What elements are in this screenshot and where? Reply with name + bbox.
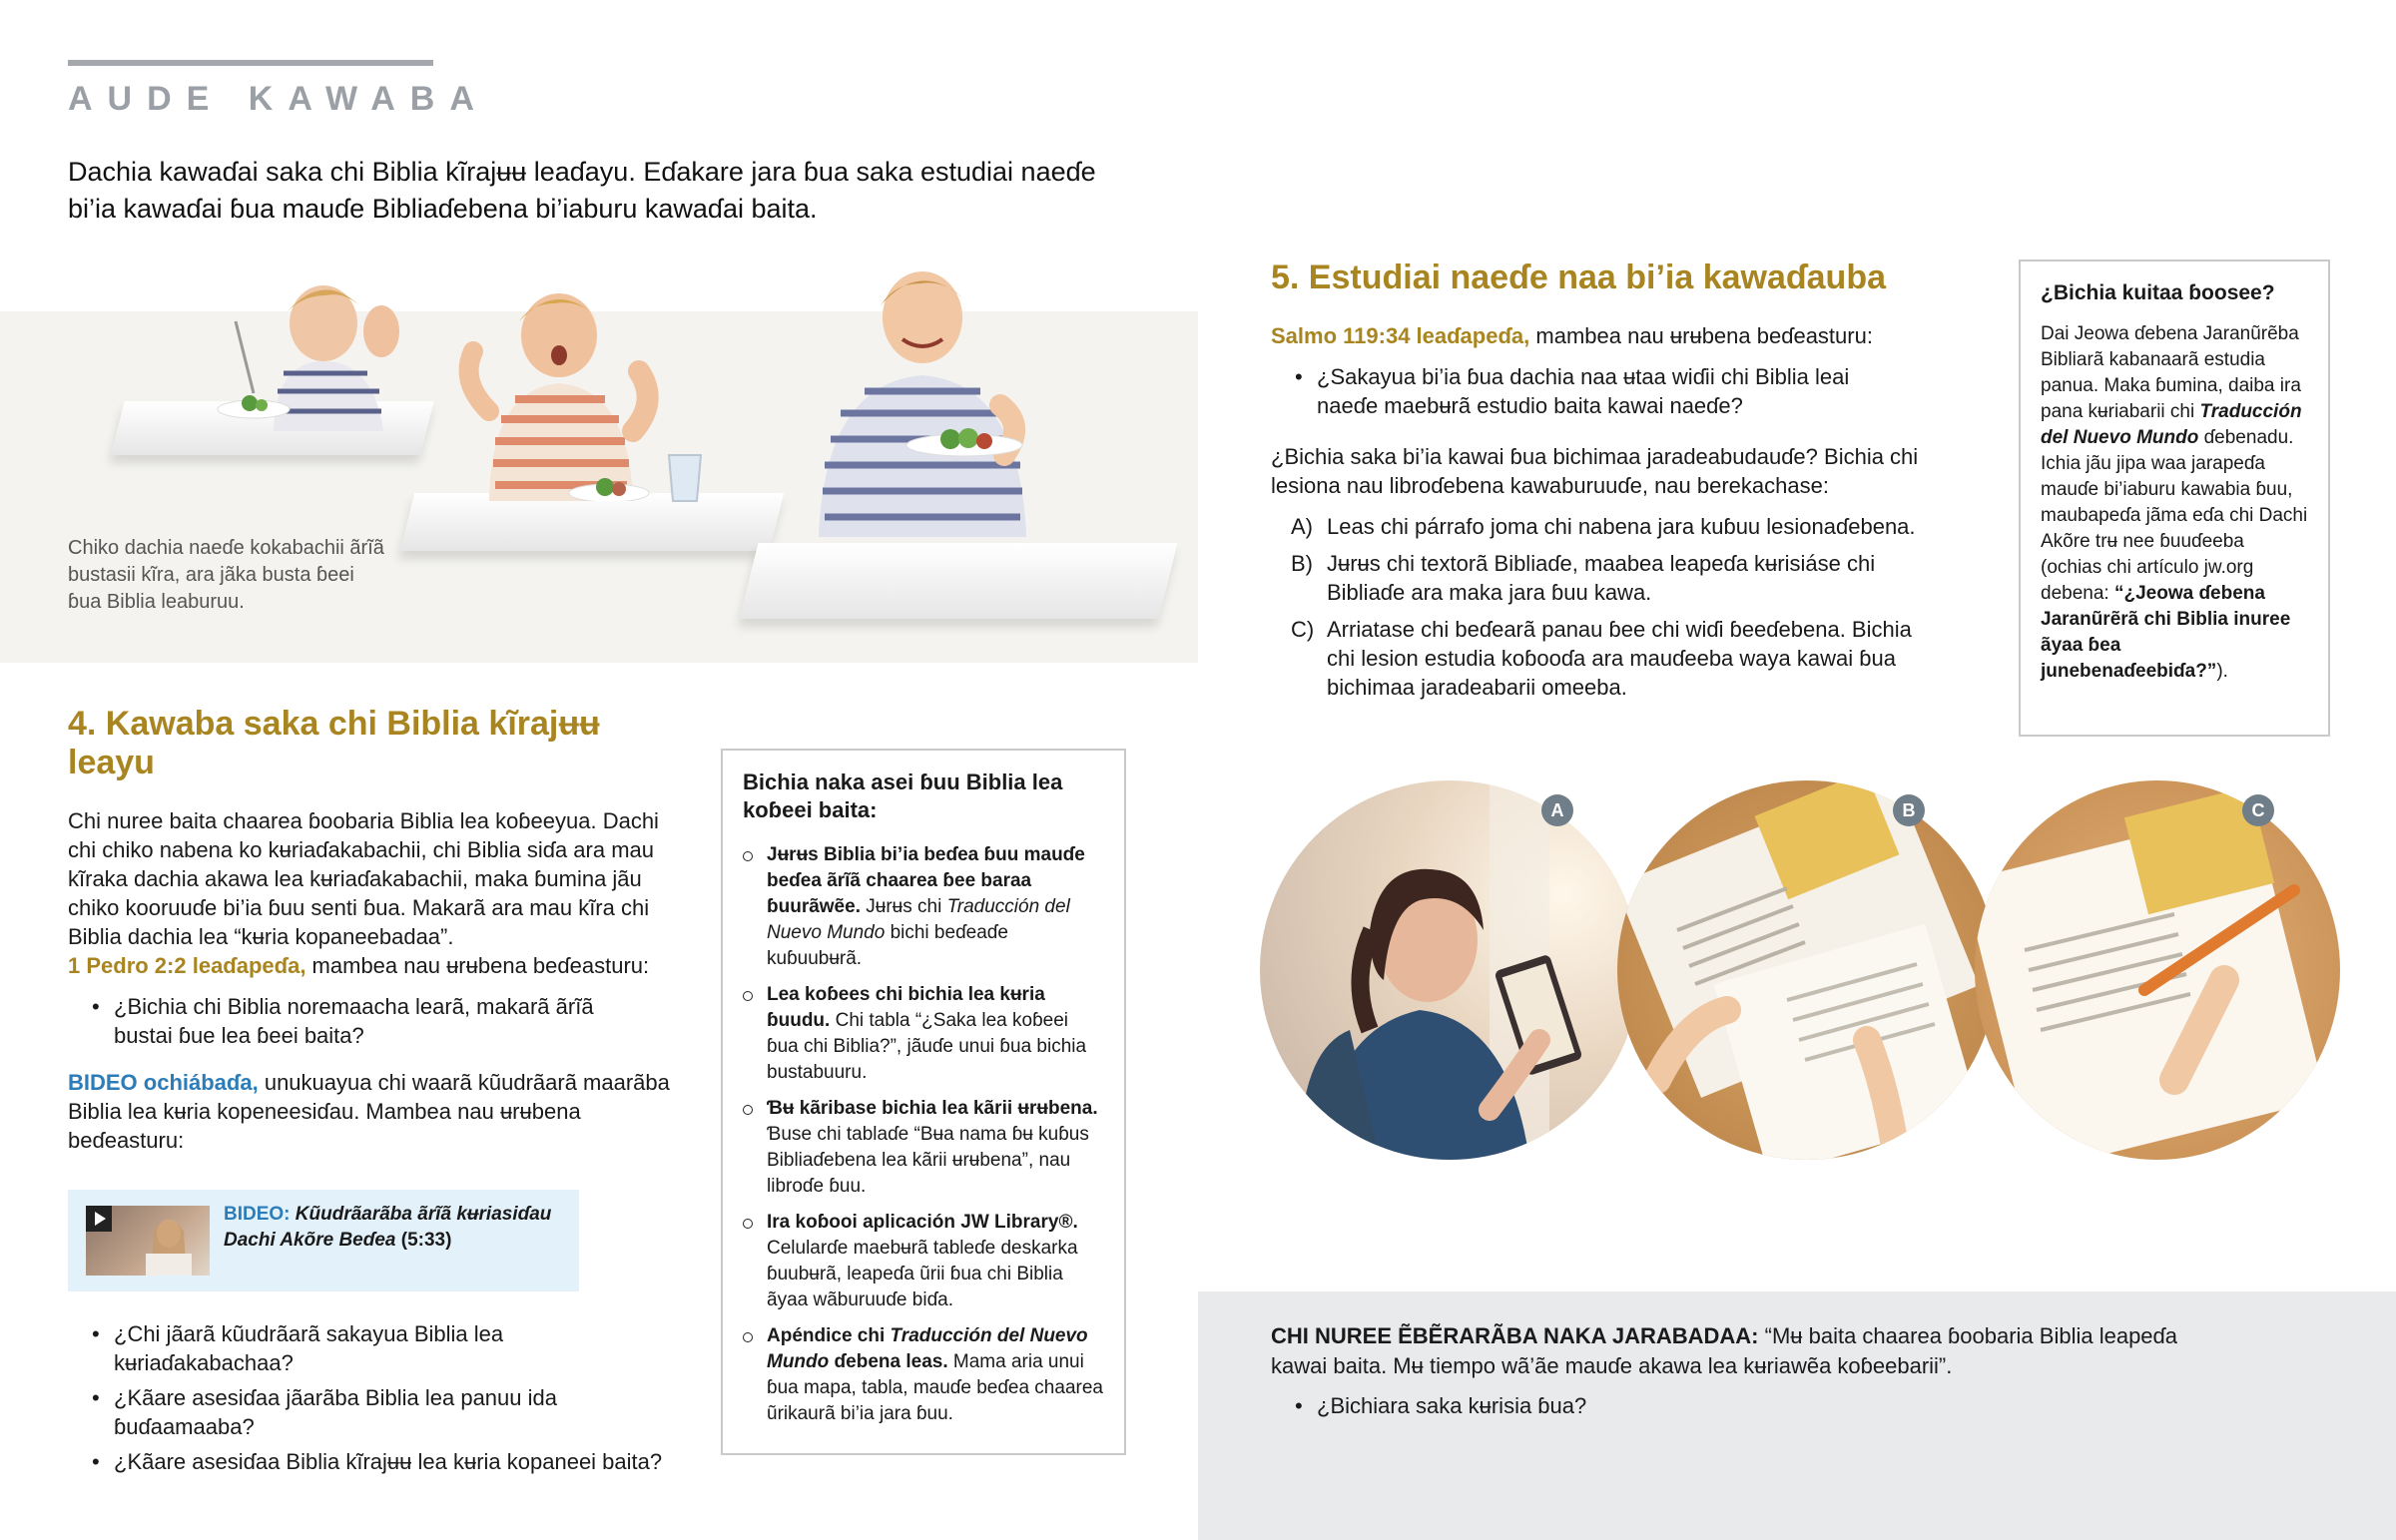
scripture-link-1pedro[interactable]: 1 Pedro 2:2 leaɗapeɗa, — [68, 953, 306, 978]
tip-italic: Traducción del Nuevo Mundo — [767, 896, 1070, 943]
video-link[interactable]: BIDEO ochiábaɗa, — [68, 1070, 259, 1095]
tip-text: Ɓuse chi tablaɗe “Bʉa nama ɓʉ kuɓus Bibliaɗebena lea kãrii ʉrʉbena”, nau libroɗe ɓuu. — [767, 1124, 1089, 1197]
scripture-link-salmo[interactable]: Salmo 119:34 leaɗapeɗa, — [1271, 323, 1530, 348]
video-label: BIDEO: — [224, 1204, 291, 1225]
open-books-illustration — [1617, 780, 1997, 1160]
question-box-text — [2041, 321, 2308, 685]
section-4-body — [68, 806, 671, 1155]
section-5-heading: 5. Estudiai naeɗe naa bi’ia kawaɗauba — [1271, 258, 1887, 296]
scripture-instruction: mambea nau ʉrʉbena beɗeasturu: — [1529, 323, 1873, 348]
video-question-list — [68, 1319, 691, 1482]
tips-box — [721, 749, 1126, 1455]
question-item: • ¿Bichia chi Biblia noremaacha learã, makarã ãrĩã bustai ɓue lea ɓeei baita? — [68, 992, 631, 1050]
bottom-quote-text: “Mʉ baita chaarea ɓoobaria Biblia leapeɗa kawai baita. Mʉ tiempo wã’ãe mauɗe akawa lea kʉriawẽa koɓeebarii”. — [1271, 1323, 2178, 1378]
step-letter: C) — [1291, 617, 1315, 642]
tip-text-end: bichi beɗeaɗe kuɓuubʉrã. — [767, 922, 1008, 969]
tip-bold: Jʉrʉs Biblia bi’ia beɗea ɓuu mauɗe beɗea ãrĩã chaarea ɓee baraa ɓuurãwẽe. — [767, 844, 1085, 917]
glass-illustration — [667, 453, 703, 503]
video-title[interactable]: Kũudrãarãba ãrĩã kʉriasiɗau Dachi Akõre Beɗea — [224, 1204, 552, 1251]
video-thumbnail[interactable] — [86, 1206, 210, 1276]
video-instruction: unukuayua chi waarã kũudrãarã maarãba Biblia lea kʉria kopeneesiɗau. Mambea nau ʉrʉbena beɗeasturu: — [68, 1070, 670, 1153]
girl-reading-phone-illustration — [1260, 780, 1639, 1160]
step-text: Leas chi párrafo joma chi nabena jara kuɓuu lesionaɗebena. — [1327, 514, 1916, 539]
question-box — [2019, 259, 2330, 737]
step-text: Arriatase chi beɗearã panau ɓee chi wiɗi ɓeeɗebena. Bichia chi lesion estudia koɓooɗa ara mauɗeeba waya kawai ɓua bichimaa jaradeabarii omeeba. — [1327, 617, 1912, 700]
tip-bold: Ɓʉ kãribase bichia lea kãrii ʉrʉbena. — [767, 1098, 1098, 1119]
bottom-quote — [1271, 1321, 2229, 1381]
question-box-text-end: ). — [2216, 661, 2228, 682]
tip-text: Jʉrʉs chi — [860, 896, 947, 917]
circle-illustration-b — [1617, 780, 1997, 1160]
section-rule — [68, 60, 433, 66]
illustration-caption: Chiko dachia naeɗe kokabachii ãrĩã bustasii kĩra, ara jãka busta ɓeei ɓua Biblia leaburuu. — [68, 537, 384, 613]
section-5-paragraph: ¿Bichia saka bi’ia kawai ɓua bichimaa jaradeabudauɗe? Bichia chi lesiona nau libroɗebena kawaburuuɗe, nau berekachase: — [1271, 444, 1919, 498]
study-steps-list — [1271, 512, 1960, 702]
bottom-lead: CHI NUREE ẼBẼRARÃBA NAKA JARABADAA: — [1271, 1323, 1759, 1348]
tip-bold: Apéndice chi — [767, 1325, 891, 1346]
section-4-text: Chi nuree baita chaarea ɓoobaria Biblia lea koɓeeyua. Dachi chi chiko nabena ko kʉriaɗakabachii, chi Biblia siɗa ara mau kĩraka dachia akawa lea kʉriaɗakabachii, maka ɓumina jãu chiko kooruuɗe bi’ia ɓuu senti ɓua. Makarã ara mau kĩra chi Biblia dachia lea “kʉria kopaneebadaa”. — [68, 808, 659, 949]
tips-box-title: Bichia naka asei ɓuu Biblia lea koɓeei baita: — [743, 770, 1063, 822]
tip-bold-italic: Traducción del Nuevo Mundo — [767, 1325, 1088, 1372]
video-card[interactable] — [68, 1190, 579, 1291]
question-box-text-mid: ɗebenadu. Ichia jãu jipa waa jarapeɗa mauɗe bi’iaburu kawabia ɓuu, maubapeɗa jãma eɗa chi Dachi Akõre trʉ nee ɓuuɗeeba (ochias chi artículo jw.org debena: — [2041, 427, 2308, 604]
boy-bored-illustration — [214, 261, 433, 431]
play-icon[interactable] — [86, 1206, 112, 1232]
study-step — [1271, 615, 1960, 702]
section-4-question-list — [68, 992, 671, 1050]
article-link[interactable]: “¿Jeowa ɗebena Jaranũrẽrã chi Biblia inuree ãyaa ɓea junebenaɗeebiɗa?” — [2041, 583, 2291, 682]
study-step — [1271, 512, 1960, 541]
question-item: • ¿Kãare asesiɗaa Biblia kĩrajʉʉ lea kʉria kopaneei baita? — [68, 1447, 691, 1476]
section-5-body — [1271, 321, 1960, 710]
question-item: • ¿Sakayua bi’ia ɓua dachia naa ʉtaa wiɗii chi Biblia leai naeɗe maebʉrã estudio baita kawai naeɗe? — [1271, 362, 1910, 420]
step-letter: A) — [1291, 514, 1313, 539]
tip-item — [743, 1096, 1104, 1200]
badge-a: A — [1541, 794, 1573, 826]
scripture-instruction: mambea nau ʉrʉbena beɗeasturu: — [305, 953, 650, 978]
tip-item — [743, 1210, 1104, 1313]
section-5-ref-line — [1271, 321, 1960, 350]
question-item: • ¿Kãare asesiɗaa jãarãba Biblia lea panuu ida ɓuɗaamaaba? — [68, 1383, 691, 1441]
step-text: Jʉrʉs chi textorã Bibliaɗe, maabea leapeɗa kʉrisiáse chi Bibliaɗe ara maka jara ɓuu kawa. — [1327, 551, 1876, 605]
question-item: • ¿Bichiara saka kʉrisia ɓua? — [1271, 1391, 2229, 1421]
tip-text: Celularɗe maebʉrã tableɗe deskarka ɓuubʉrã, leapeɗa ũrii ɓua chi Biblia ãyaa wãburuuɗe biɗa. — [767, 1238, 1078, 1310]
section-5-question-list — [1271, 362, 1960, 420]
boy-smiling-illustration — [795, 256, 1054, 537]
tip-bold-after: ɗebena leas. — [829, 1351, 948, 1372]
tip-text: Mama aria unui ɓua mapa, tabla, mauɗe beɗea chaarea ũrikaurã bi’ia jara ɓuu. — [767, 1351, 1103, 1424]
table-3 — [740, 543, 1178, 619]
tip-bold: Ira koɓooi aplicación JW Library®. — [767, 1212, 1078, 1233]
section-4-paragraph — [68, 806, 671, 980]
study-step — [1271, 549, 1960, 607]
tip-text: Chi tabla “¿Saka lea koɓeei ɓua chi Biblia?”, jãuɗe unui ɓua bichia bustabuuru. — [767, 1010, 1087, 1083]
circle-illustration-c — [1975, 780, 2340, 1160]
writing-answers-illustration — [1975, 780, 2340, 1160]
video-paragraph — [68, 1068, 671, 1155]
section-4-heading: 4. Kawaba saka chi Biblia kĩrajʉʉ leayu — [68, 705, 600, 781]
boy-disgusted-illustration — [419, 271, 689, 501]
table-2 — [400, 493, 784, 551]
question-box-text-start: Dai Jeowa ɗebena Jaranũrẽba Bibliarã kabanaarã estudia panua. Maka ɓumina, daiba ira pana kʉriabarii chi — [2041, 323, 2301, 422]
tip-item — [743, 982, 1104, 1086]
question-box-italic: Traducción del Nuevo Mundo — [2041, 401, 2302, 448]
tips-list — [743, 842, 1104, 1427]
tip-item — [743, 1323, 1104, 1427]
video-title-block — [224, 1202, 563, 1254]
intro-paragraph: Dachia kawaɗai saka chi Biblia kĩrajʉʉ leaɗayu. Eɗakare jara ɓua saka estudiai naeɗe bi’ia kawaɗai ɓua mauɗe Bibliaɗebena bi’iaburu kawaɗai baita. — [68, 157, 1096, 224]
step-letter: B) — [1291, 551, 1313, 576]
video-duration: (5:33) — [400, 1230, 452, 1251]
badge-b: B — [1893, 794, 1925, 826]
bottom-quote-block — [1271, 1321, 2229, 1427]
circle-illustration-a — [1260, 780, 1639, 1160]
question-item: • ¿Chi jãarã kũudrãarã sakayua Biblia lea kʉriaɗakabachaa? — [68, 1319, 691, 1377]
section-label: AUDE KAWABA — [68, 80, 489, 118]
tip-bold: Lea koɓees chi bichia lea kʉria ɓuudu. — [767, 984, 1045, 1031]
bottom-question-list — [1271, 1391, 2229, 1421]
video-girl-icon — [144, 1212, 194, 1276]
badge-c: C — [2242, 794, 2274, 826]
tip-item — [743, 842, 1104, 972]
question-box-title: ¿Bichia kuitaa ɓoosee? — [2041, 281, 2275, 304]
